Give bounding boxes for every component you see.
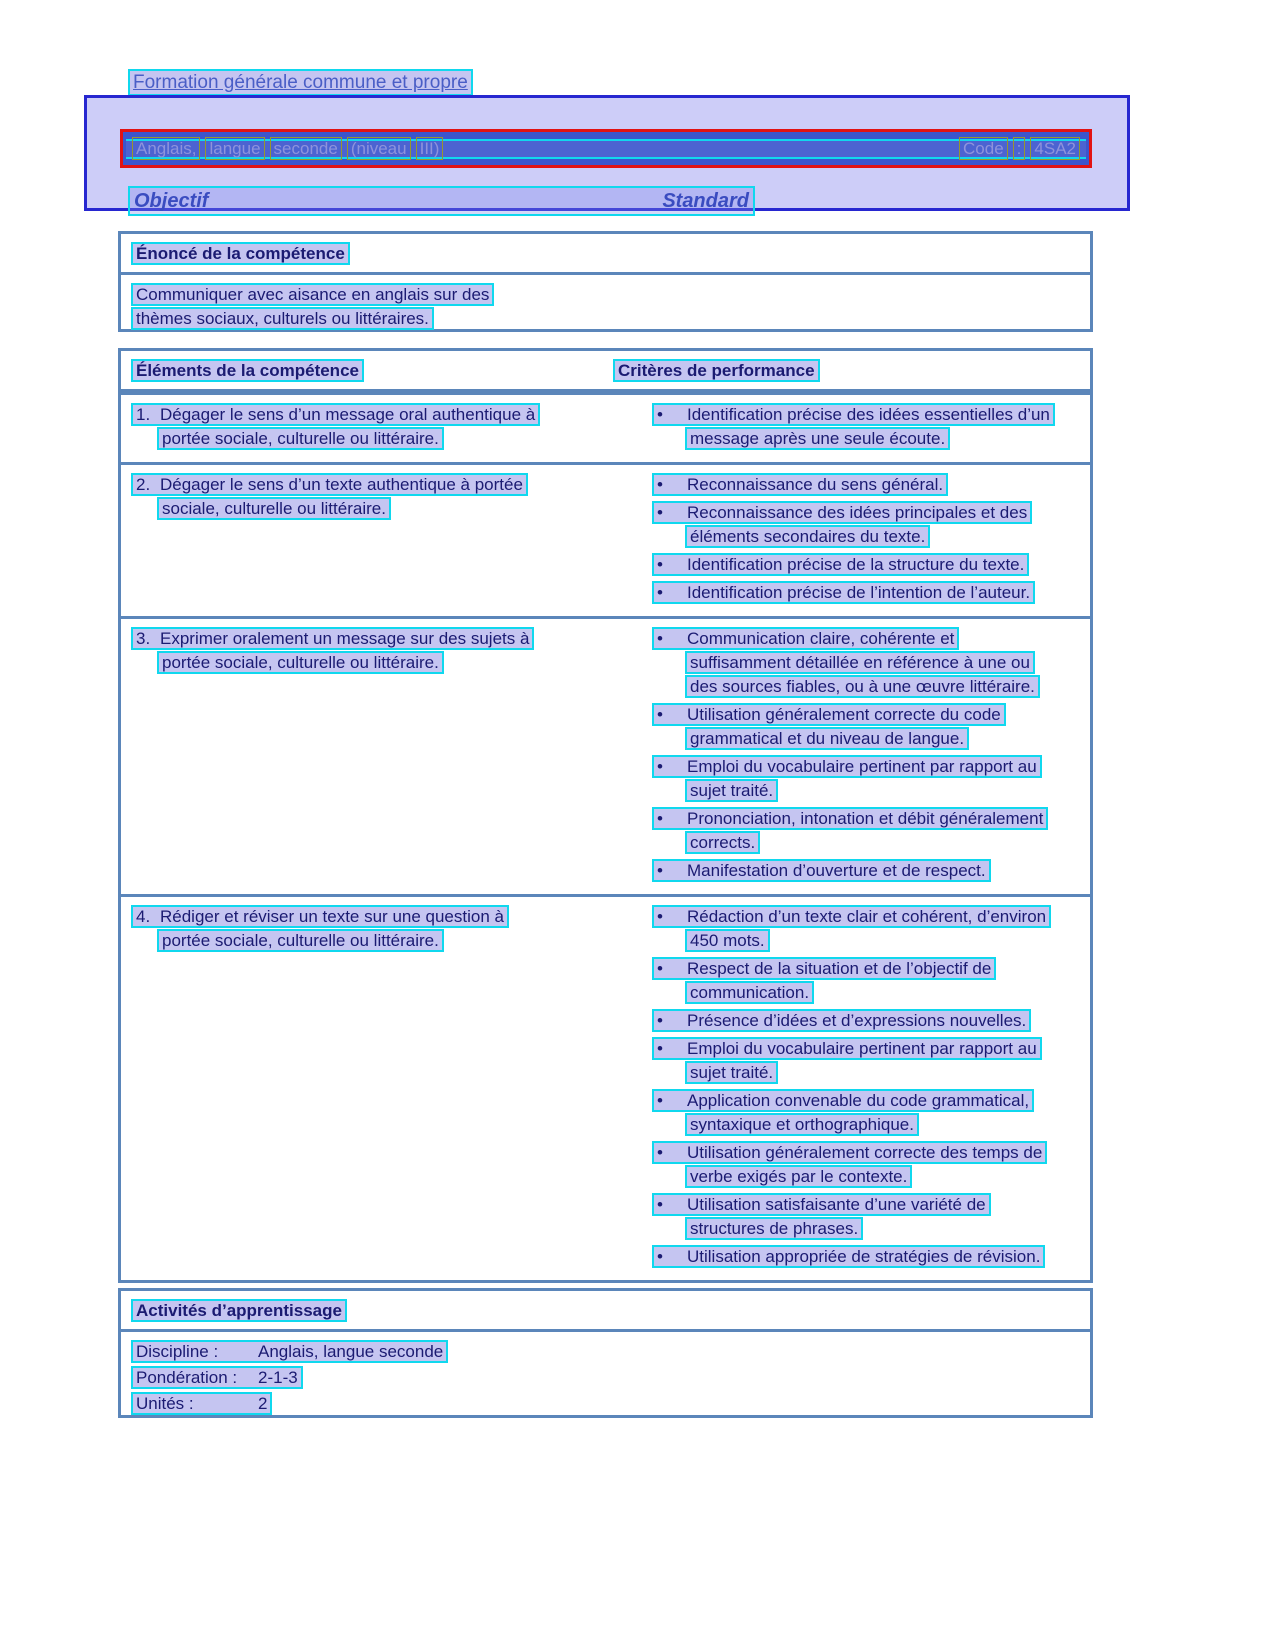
enonce-table [118,231,1093,332]
title-word: 4SA2 [1030,137,1080,160]
criteria-cell [603,627,1090,886]
element-cell [121,905,603,1272]
competence-table-header [121,351,1090,392]
bullet-icon: • [657,757,663,776]
bullet-icon: • [657,809,663,828]
bullet-icon: • [657,1195,663,1214]
text-line: portée sociale, culturelle ou littéraire. [157,929,444,952]
text-line: sociale, culturelle ou littéraire. [157,497,391,520]
criterion-item [652,1193,991,1240]
text-line: sujet traité. [685,779,778,802]
enonce-header-label: Énoncé de la compétence [131,242,350,265]
bullet-icon: • [657,405,663,424]
text-line: des sources fiables, ou à une œuvre littéraire. [685,675,1040,698]
competence-row-3 [121,616,1090,894]
text-line: • Identification précise de la structure du texte. [652,553,1029,576]
objectif-standard-row [128,186,755,216]
activities-header-label: Activités d’apprentissage [131,1299,347,1322]
bullet-icon: • [657,1011,663,1030]
criterion-item [652,473,948,496]
elements-header-cell [121,359,603,382]
criterion-item [652,755,1042,802]
title-word: (niveau [347,137,411,160]
activity-row [131,1366,303,1389]
text-line: portée sociale, culturelle ou littéraire. [157,427,444,450]
bullet-icon: • [657,555,663,574]
activities-table [118,1288,1093,1418]
criterion-item [652,957,996,1004]
elements-header-label: Éléments de la compétence [131,359,364,382]
criteria-cell [603,905,1090,1272]
text-line: structures de phrases. [685,1217,863,1240]
course-title-bar [120,129,1092,168]
text-line: Communiquer avec aisance en anglais sur des [131,283,494,306]
standard-heading: Standard [662,190,749,212]
activity-label: Unités : [136,1394,194,1413]
text-line: 3. Exprimer oralement un message sur des sujets à [131,627,534,650]
element-cell [121,627,603,886]
text-line: 450 mots. [685,929,770,952]
element-cell [121,473,603,608]
title-word: : [1013,137,1026,160]
enonce-table-body [121,275,1090,339]
competence-table [118,348,1093,1283]
title-word: langue [205,137,264,160]
text-line: • Application convenable du code grammatical, [652,1089,1034,1112]
text-line: syntaxique et orthographique. [685,1113,919,1136]
text-line: suffisamment détaillée en référence à une ou [685,651,1035,674]
competence-row-4 [121,894,1090,1280]
criterion-item [652,553,1029,576]
criteria-header-cell [603,359,1090,382]
criterion-item [652,1089,1034,1136]
text-line: message après une seule écoute. [685,427,950,450]
criterion-item [652,807,1048,854]
text-line: 1. Dégager le sens d’un message oral authentique à [131,403,540,426]
activity-value: Anglais, langue seconde [258,1342,444,1361]
breadcrumb-highlight [128,69,473,96]
text-line: corrects. [685,831,760,854]
text-line: 2. Dégager le sens d’un texte authentique à portée [131,473,528,496]
criteria-cell [603,473,1090,608]
text-line: • Utilisation généralement correcte du code [652,703,1006,726]
criterion-item [652,627,1040,698]
activities-table-body [121,1332,1090,1424]
enonce-table-header [121,234,1090,275]
activity-value: 2 [258,1394,268,1413]
bullet-icon: • [657,1143,663,1162]
criterion-item [652,1141,1047,1188]
bullet-icon: • [657,583,663,602]
text-line: • Rédaction d’un texte clair et cohérent, d’environ [652,905,1051,928]
text-line: • Prononciation, intonation et débit généralement [652,807,1048,830]
text-line: • Emploi du vocabulaire pertinent par rapport au [652,1037,1042,1060]
text-line: • Communication claire, cohérente et [652,627,959,650]
bullet-icon: • [657,503,663,522]
bullet-icon: • [657,475,663,494]
activity-label: Discipline : [136,1342,219,1361]
bullet-icon: • [657,959,663,978]
text-line: • Identification précise de l’intention de l’auteur. [652,581,1035,604]
title-word: Anglais, [132,137,200,160]
text-line: • Identification précise des idées essentielles d’un [652,403,1055,426]
text-line: • Utilisation satisfaisante d’une variété de [652,1193,991,1216]
bullet-icon: • [657,705,663,724]
text-line: • Reconnaissance des idées principales et des [652,501,1032,524]
bullet-icon: • [657,861,663,880]
activity-row [131,1392,272,1415]
breadcrumb [128,69,473,96]
competence-row-2 [121,462,1090,616]
criteria-cell [603,403,1090,454]
title-word: III) [416,137,444,160]
criterion-item [652,581,1035,604]
text-line: thèmes sociaux, culturels ou littéraires. [131,307,434,330]
bullet-icon: • [657,907,663,926]
text-line: • Emploi du vocabulaire pertinent par rapport au [652,755,1042,778]
criterion-item [652,703,1006,750]
activity-label: Pondération : [136,1368,238,1387]
criteria-header-label: Critères de performance [613,359,820,382]
title-word: seconde [270,137,342,160]
text-line: verbe exigés par le contexte. [685,1165,912,1188]
criterion-item [652,1245,1045,1268]
item-number: 1. [136,405,151,424]
course-code [959,137,1080,160]
criterion-item [652,501,1032,548]
bullet-icon: • [657,1247,663,1266]
bullet-icon: • [657,1039,663,1058]
text-line: grammatical et du niveau de langue. [685,727,969,750]
item-number: 3. [136,629,151,648]
text-line: • Respect de la situation et de l’objectif de [652,957,996,980]
criterion-item [652,403,1055,450]
item-number: 4. [136,907,151,926]
criterion-item [652,905,1051,952]
activities-table-header [121,1291,1090,1332]
objectif-heading: Objectif [134,190,209,212]
competence-table-body [121,392,1090,1280]
text-line: • Reconnaissance du sens général. [652,473,948,496]
text-line: • Utilisation appropriée de stratégies de révision. [652,1245,1045,1268]
bullet-icon: • [657,1091,663,1110]
criterion-item [652,859,991,882]
text-line: • Utilisation généralement correcte des temps de [652,1141,1047,1164]
activity-row [131,1340,448,1363]
text-line: sujet traité. [685,1061,778,1084]
bullet-icon: • [657,629,663,648]
text-line: 4. Rédiger et réviser un texte sur une question à [131,905,509,928]
text-line: • Présence d’idées et d’expressions nouvelles. [652,1009,1031,1032]
text-line: • Manifestation d’ouverture et de respect. [652,859,991,882]
breadcrumb-link[interactable]: Formation générale commune et propre [133,72,468,93]
text-line: éléments secondaires du texte. [685,525,930,548]
competence-row-1 [121,392,1090,462]
text-line: portée sociale, culturelle ou littéraire. [157,651,444,674]
criterion-item [652,1009,1031,1032]
text-line: communication. [685,981,814,1004]
course-title [132,137,443,160]
activity-value: 2-1-3 [258,1368,298,1387]
item-number: 2. [136,475,151,494]
element-cell [121,403,603,454]
criterion-item [652,1037,1042,1084]
title-word: Code [959,137,1008,160]
